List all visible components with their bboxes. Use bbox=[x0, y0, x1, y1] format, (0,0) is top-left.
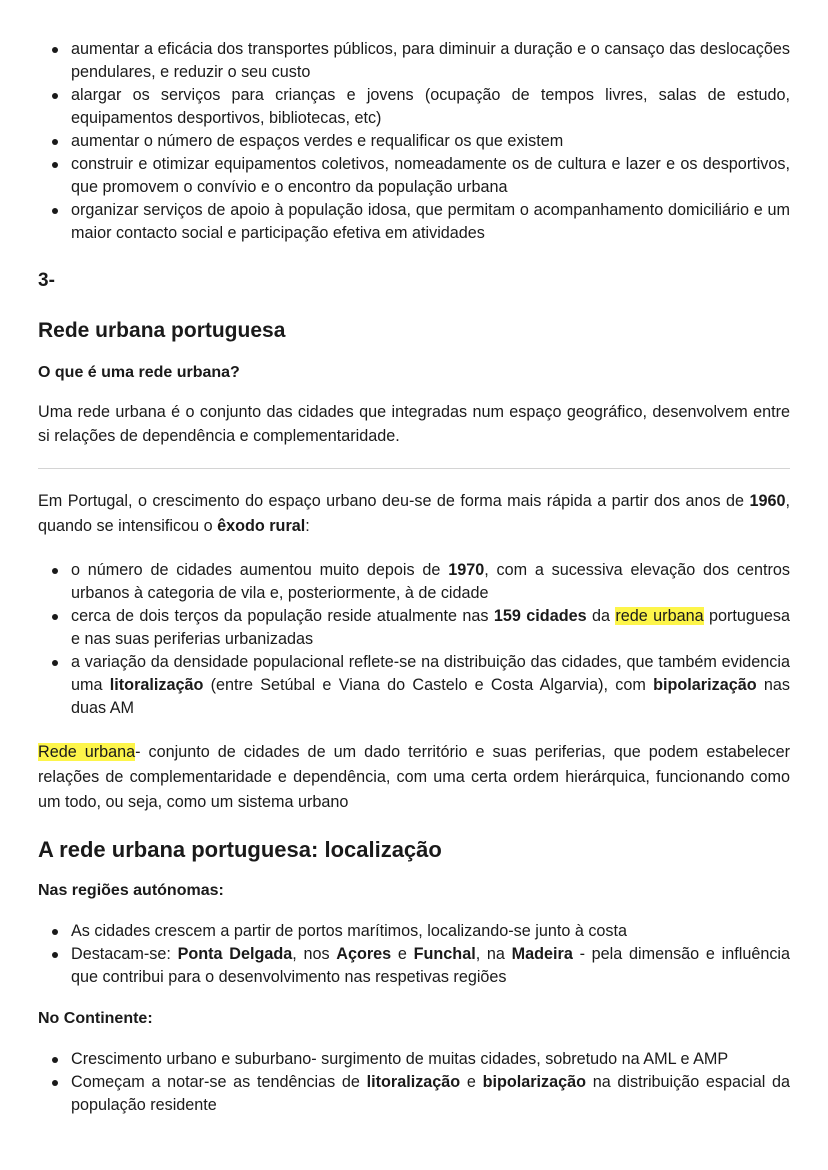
list-item: cerca de dois terços da população reside atualmente nas 159 cidades da rede urbana portuguesa e nas suas periferias urbanizadas bbox=[71, 605, 790, 651]
list-item: alargar os serviços para crianças e jovens (ocupação de tempos livres, salas de estudo, equipamentos desportivos, bibliotecas, etc) bbox=[71, 84, 790, 130]
bold-year: 1960 bbox=[749, 492, 786, 510]
continent-list bbox=[38, 1048, 790, 1117]
list-item: Destacam-se: Ponta Delgada, nos Açores e Funchal, na Madeira - pela dimensão e influência que contribui para o desenvolvimento nas respetivas regiões bbox=[71, 943, 790, 989]
section-title: A rede urbana portuguesa: localização bbox=[38, 837, 442, 862]
list-item: aumentar a eficácia dos transportes públicos, para diminuir a duração e o cansaço das deslocações pendulares, e reduzir o seu custo bbox=[71, 38, 790, 84]
highlighted-text: Rede urbana bbox=[38, 743, 136, 761]
list-item: aumentar o número de espaços verdes e requalificar os que existem bbox=[71, 130, 790, 153]
measures-list bbox=[38, 38, 790, 245]
subheading: Nas regiões autónomas: bbox=[38, 882, 224, 899]
definition-paragraph: Rede urbana- conjunto de cidades de um dado território e suas periferias, que podem estabelecer relações de complementaridade e dependência, com uma certa ordem hierárquica, funcionando como um todo, ou seja, como um sistema urbano bbox=[38, 743, 790, 811]
list-item: Crescimento urbano e suburbano- surgimento de muitas cidades, sobretudo na AML e AMP bbox=[71, 1048, 790, 1071]
bold-term: êxodo rural bbox=[217, 517, 306, 535]
highlighted-text: rede urbana bbox=[615, 607, 704, 625]
question-heading: O que é uma rede urbana? bbox=[38, 364, 240, 381]
section-title: Rede urbana portuguesa bbox=[38, 319, 286, 342]
list-item: o número de cidades aumentou muito depois de 1970, com a sucessiva elevação dos centros urbanos à categoria de vila e, posteriormente, à de cidade bbox=[71, 559, 790, 605]
intro-paragraph: Em Portugal, o crescimento do espaço urbano deu-se de forma mais rápida a partir dos anos de 1960, quando se intensificou o êxodo rural: bbox=[38, 492, 790, 535]
list-item: construir e otimizar equipamentos coletivos, nomeadamente os de cultura e lazer e os desportivos, que promovem o convívio e o encontro da população urbana bbox=[71, 153, 790, 199]
growth-list bbox=[38, 559, 790, 720]
list-item: Começam a notar-se as tendências de litoralização e bipolarização na distribuição espacial da população residente bbox=[71, 1071, 790, 1117]
regions-list bbox=[38, 920, 790, 989]
list-item: As cidades crescem a partir de portos marítimos, localizando-se junto à costa bbox=[71, 920, 790, 943]
list-item: organizar serviços de apoio à população idosa, que permitam o acompanhamento domiciliário e um maior contacto social e participação efetiva em atividades bbox=[71, 199, 790, 245]
subheading: No Continente: bbox=[38, 1010, 153, 1027]
section-number: 3- bbox=[38, 270, 55, 291]
list-item: a variação da densidade populacional reflete-se na distribuição das cidades, que também evidencia uma litoralização (entre Setúbal e Viana do Castelo e Costa Algarvia), com bipolarização nas duas AM bbox=[71, 651, 790, 720]
horizontal-divider bbox=[38, 468, 790, 469]
answer-paragraph: Uma rede urbana é o conjunto das cidades que integradas num espaço geográfico, desenvolvem entre si relações de dependência e complementaridade. bbox=[38, 403, 790, 445]
